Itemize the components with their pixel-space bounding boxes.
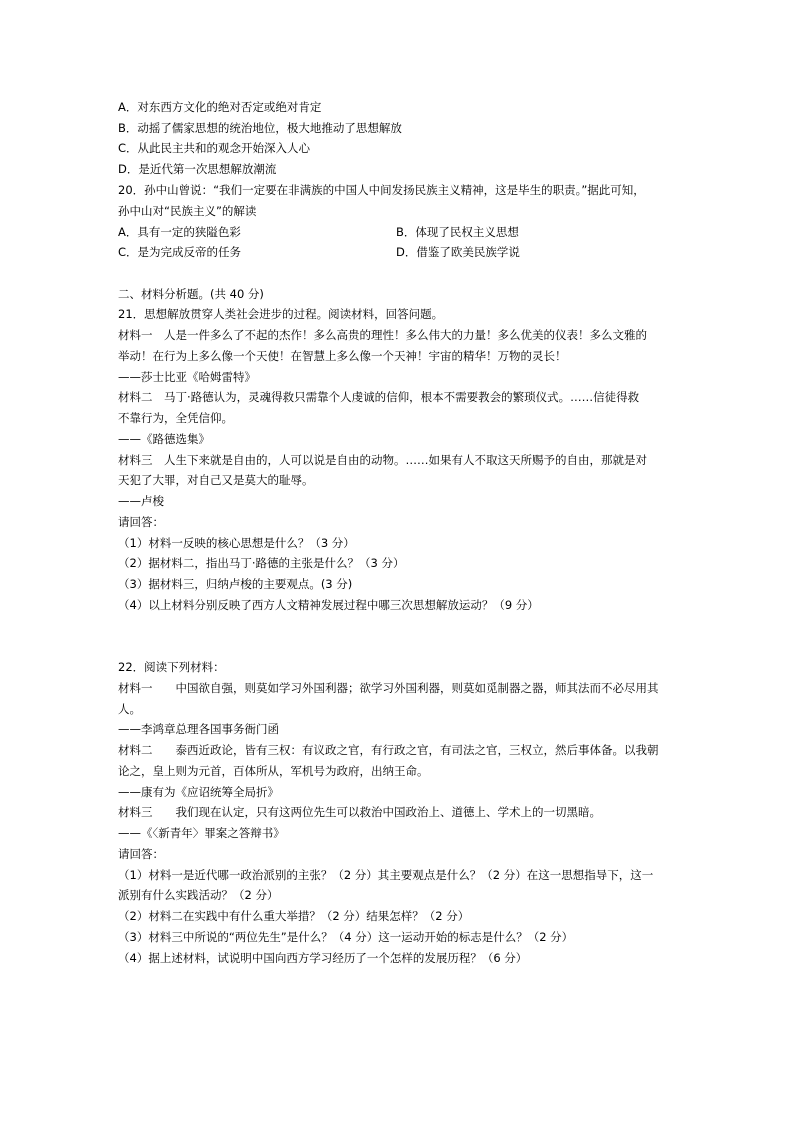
q21-ask: 请回答： xyxy=(118,515,164,529)
q21-material3-line1: 材料三 人生下来就是自由的，人可以说是自由的动物。……如果有人不取这天所赐予的自由，那就是对 xyxy=(118,453,647,467)
q21-sub2: （2）据材料二，指出马丁·路德的主张是什么？（3 分） xyxy=(118,556,405,570)
q21-material3-line2: 天犯了大罪，对自己又是莫大的耻辱。 xyxy=(118,473,314,487)
q22-material1-line1: 材料一 中国欲自强，则莫如学习外国利器；欲学习外国利器，则莫如觅制器之器，师其法而不必尽用其 xyxy=(118,681,659,695)
q22-material2-line1: 材料二 泰西近政论，皆有三权：有议政之官，有行政之官，有司法之官，三权立，然后事体备。以我朝 xyxy=(118,743,659,757)
q22-material2-line2: 论之，皇上则为元首，百体所从，军机号为政府，出纳王命。 xyxy=(118,764,429,778)
q21-sub4: （4）以上材料分别反映了西方人文精神发展过程中哪三次思想解放运动？（9 分） xyxy=(118,598,539,612)
q21-material1-line2: 举动！在行为上多么像一个天使！在智慧上多么像一个天神！宇宙的精华！万物的灵长！ xyxy=(118,349,567,363)
q22-stem: 22．阅读下列材料： xyxy=(118,660,225,674)
section2-heading: 二、材料分析题。(共 40 分) xyxy=(118,287,264,301)
q19-option-c: C．从此民主共和的观念开始深入人心 xyxy=(118,141,311,155)
q22-sub4: （4）据上述材料，试说明中国向西方学习经历了一个怎样的发展历程？（6 分） xyxy=(118,951,528,965)
q22-material1-source: ——李鸿章总理各国事务衙门函 xyxy=(118,722,279,736)
q22-sub1-line2: 派别有什么实践活动？（2 分） xyxy=(118,888,279,902)
q19-option-b: B．动摇了儒家思想的统治地位，极大地推动了思想解放 xyxy=(118,121,402,135)
q20-option-c: C．是为完成反帝的任务 xyxy=(118,245,242,259)
q22-sub3: （3）材料三中所说的“两位先生”是什么？（4 分）这一运动开始的标志是什么？（2 分） xyxy=(118,930,574,944)
q20-stem-line2: 孙中山对“民族主义”的解读 xyxy=(118,204,257,218)
q21-material2-line1: 材料二 马丁·路德认为，灵魂得救只需靠个人虔诚的信仰，根本不需要教会的繁琐仪式。……信徒得救 xyxy=(118,390,640,404)
q21-material1-source: ——莎士比亚《哈姆雷特》 xyxy=(118,370,256,384)
q19-option-d: D．是近代第一次思想解放潮流 xyxy=(118,162,277,176)
q20-option-b: B．体现了民权主义思想 xyxy=(396,225,519,239)
q21-material2-source: ——《路德选集》 xyxy=(118,432,210,446)
q22-sub2: （2）材料二在实践中有什么重大举措？（2 分）结果怎样？（2 分） xyxy=(118,909,470,923)
q20-stem-line1: 20．孙中山曾说：“我们一定要在非满族的中国人中间发扬民族主义精神，这是毕生的职责。”据此可知， xyxy=(118,183,645,197)
q21-sub1: （1）材料一反映的核心思想是什么？（3 分） xyxy=(118,536,355,550)
q22-material1-line2: 人。 xyxy=(118,702,141,716)
q22-ask: 请回答： xyxy=(118,847,164,861)
q22-material2-source: ——康有为《应诏统筹全局折》 xyxy=(118,785,279,799)
q21-stem: 21．思想解放贯穿人类社会进步的过程。阅读材料，回答问题。 xyxy=(118,307,444,321)
q21-sub3: （3）据材料三，归纳卢梭的主要观点。(3 分) xyxy=(118,577,353,591)
q22-sub1-line1: （1）材料一是近代哪一政治派别的主张？（2 分）其主要观点是什么？（2 分）在这一思想指导下，这一 xyxy=(118,868,654,882)
q19-option-a: A．对东西方文化的绝对否定或绝对肯定 xyxy=(118,100,322,114)
q20-option-d: D．借鉴了欧美民族学说 xyxy=(396,245,520,259)
q21-material3-source: ——卢梭 xyxy=(118,494,164,508)
q20-option-a: A．具有一定的狭隘色彩 xyxy=(118,225,241,239)
q22-material3-source: ——《〈新青年〉罪案之答辩书》 xyxy=(118,826,285,840)
q21-material2-line2: 不靠行为，全凭信仰。 xyxy=(118,411,233,425)
q22-material3-line1: 材料三 我们现在认定，只有这两位先生可以救治中国政治上、道德上、学术上的一切黑暗。 xyxy=(118,805,601,819)
q21-material1-line1: 材料一 人是一件多么了不起的杰作！多么高贵的理性！多么伟大的力量！多么优美的仪表！多么文雅的 xyxy=(118,328,647,342)
